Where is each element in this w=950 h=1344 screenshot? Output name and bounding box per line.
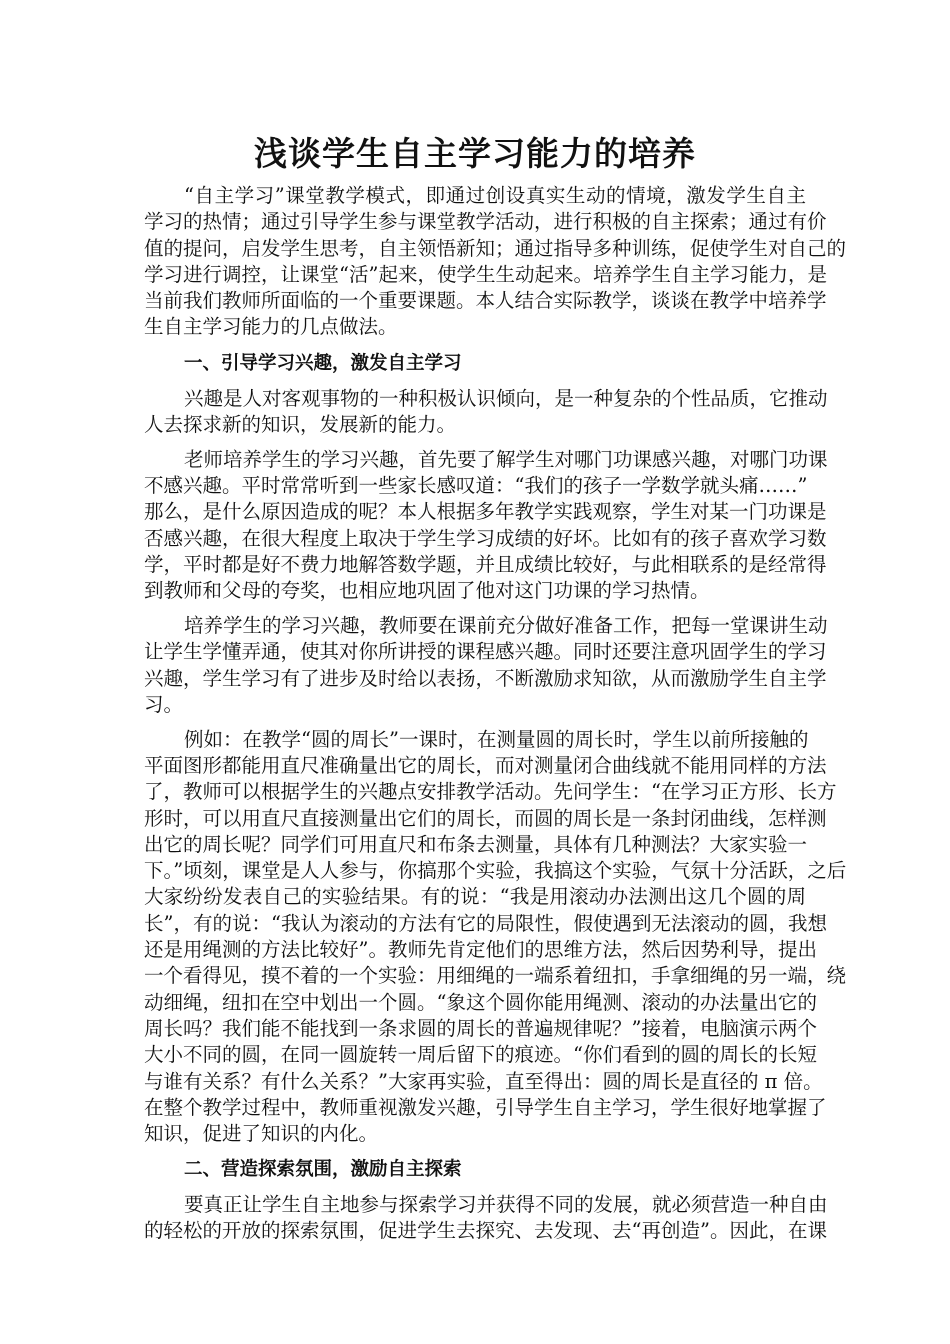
document-title: 浅谈学生自主学习能力的培养: [254, 134, 696, 173]
section-heading: [144, 351, 806, 377]
section-heading: [144, 1157, 806, 1183]
paragraph-line: 与谁有关系？有什么关系？”大家再实验，直至得出：圆的周长是直径的 π 倍。: [144, 1069, 823, 1093]
paragraph-line: 还是用绳测的方法比较好”。教师先肯定他们的思维方法，然后因势利导，提出: [144, 938, 817, 962]
paragraph: [144, 386, 828, 439]
paragraph-line: 学习进行调控，让课堂“活”起来，使学生生动起来。培养学生自主学习能力，是: [144, 262, 827, 286]
paragraph-line: 学习的热情；通过引导学生参与课堂教学活动，进行积极的自主探索；通过有价: [144, 210, 827, 234]
paragraph-line: 动细绳，纽扣在空中划出一个圆。“象这个圆你能用绳测、滚动的办法量出它的: [144, 990, 817, 1014]
paragraph-line: 了，教师可以根据学生的兴趣点安排教学活动。先问学生：“在学习正方形、长方: [144, 780, 837, 804]
paragraph-line: 兴趣是人对客观事物的一种积极认识倾向，是一种复杂的个性品质，它推动: [184, 386, 828, 410]
paragraph-line: 下。”顷刻，课堂是人人参与，你搞那个实验，我搞这个实验，气氛十分活跃，之后: [144, 859, 847, 883]
paragraph-line: “自主学习”课堂教学模式，即通过创设真实生动的情境，激发学生自主: [184, 184, 806, 207]
paragraph-line: 知识，促进了知识的内化。: [144, 1122, 379, 1146]
paragraph-line: 形时，可以用直尺直接测量出它们的周长，而圆的周长是一条封闭曲线，怎样测: [144, 806, 827, 830]
heading-text: 一、引导学习兴趣，激发自主学习: [184, 352, 462, 374]
paragraph: [144, 613, 828, 718]
paragraph-line: 大小不同的圆，在同一圆旋转一周后留下的痕迹。“你们看到的圆的周长的长短: [144, 1043, 817, 1067]
heading-text: 二、营造探索氛围，激励自主探索: [184, 1159, 462, 1181]
paragraph: [144, 727, 847, 1148]
paragraph-line: 大家纷纷发表自己的实验结果。有的说：“我是用滚动办法测出这几个圆的周: [144, 885, 806, 909]
paragraph-line: 人去探求新的知识，发展新的能力。: [144, 412, 457, 436]
paragraph: [144, 183, 847, 341]
paragraph-line: 老师培养学生的学习兴趣，首先要了解学生对哪门功课感兴趣，对哪门功课: [184, 447, 828, 471]
document-body: [144, 183, 847, 1245]
paragraph-line: 值的提问，启发学生思考，自主领悟新知；通过指导多种训练，促使学生对自己的: [144, 236, 847, 260]
paragraph-line: 长”，有的说：“我认为滚动的方法有它的局限性，假使遇到无法滚动的圆，我想: [144, 911, 827, 935]
paragraph-line: 生自主学习能力的几点做法。: [144, 315, 398, 339]
paragraph-line: 培养学生的学习兴趣，教师要在课前充分做好准备工作，把每一堂课讲生动: [184, 613, 828, 637]
paragraph-line: 兴趣，学生学习有了进步及时给以表扬，不断激励求知欲，从而激励学生自主学: [144, 666, 827, 690]
paragraph-line: 周长吗？我们能不能找到一条求圆的周长的普遍规律呢？”接着，电脑演示两个: [144, 1016, 817, 1040]
paragraph-line: 的轻松的开放的探索氛围，促进学生去探究、去发现、去“再创造”。因此，在课: [144, 1219, 827, 1243]
paragraph-line: 出它的周长呢？同学们可用直尺和布条去测量，具体有几种测法？大家实验一: [144, 832, 808, 856]
paragraph-line: 习。: [144, 692, 184, 716]
paragraph-line: 例如：在教学“圆的周长”一课时，在测量圆的周长时，学生以前所接触的: [184, 727, 809, 751]
paragraph-line: 那么，是什么原因造成的呢？本人根据多年教学实践观察，学生对某一门功课是: [144, 500, 827, 524]
paragraph-line: 否感兴趣，在很大程度上取决于学生学习成绩的好坏。比如有的孩子喜欢学习数: [144, 526, 827, 550]
paragraph-line: 让学生学懂弄通，使其对你所讲授的课程感兴趣。同时还要注意巩固学生的学习: [144, 640, 827, 664]
paragraph-line: 学，平时都是好不费力地解答数学题，并且成绩比较好，与此相联系的是经常得: [144, 552, 827, 576]
paragraph-line: 在整个教学过程中，教师重视激发兴趣，引导学生自主学习，学生很好地掌握了: [144, 1095, 827, 1119]
paragraph-line: 要真正让学生自主地参与探索学习并获得不同的发展，就必须营造一种自由: [184, 1193, 828, 1217]
paragraph-line: 一个看得见，摸不着的一个实验：用细绳的一端系着纽扣，手拿细绳的另一端，绕: [144, 964, 847, 988]
paragraph: [144, 1192, 828, 1245]
paragraph-line: 平面图形都能用直尺准确量出它的周长，而对测量闭合曲线就不能用同样的方法: [144, 753, 827, 777]
paragraph-line: 当前我们教师所面临的一个重要课题。本人结合实际教学，谈谈在教学中培养学: [144, 289, 827, 313]
paragraph: [144, 447, 828, 605]
paragraph-line: 到教师和父母的夸奖，也相应地巩固了他对这门功课的学习热情。: [144, 579, 710, 603]
paragraph-line: 不感兴趣。平时常常听到一些家长感叹道：“我们的孩子一学数学就头痛……”: [144, 473, 808, 497]
